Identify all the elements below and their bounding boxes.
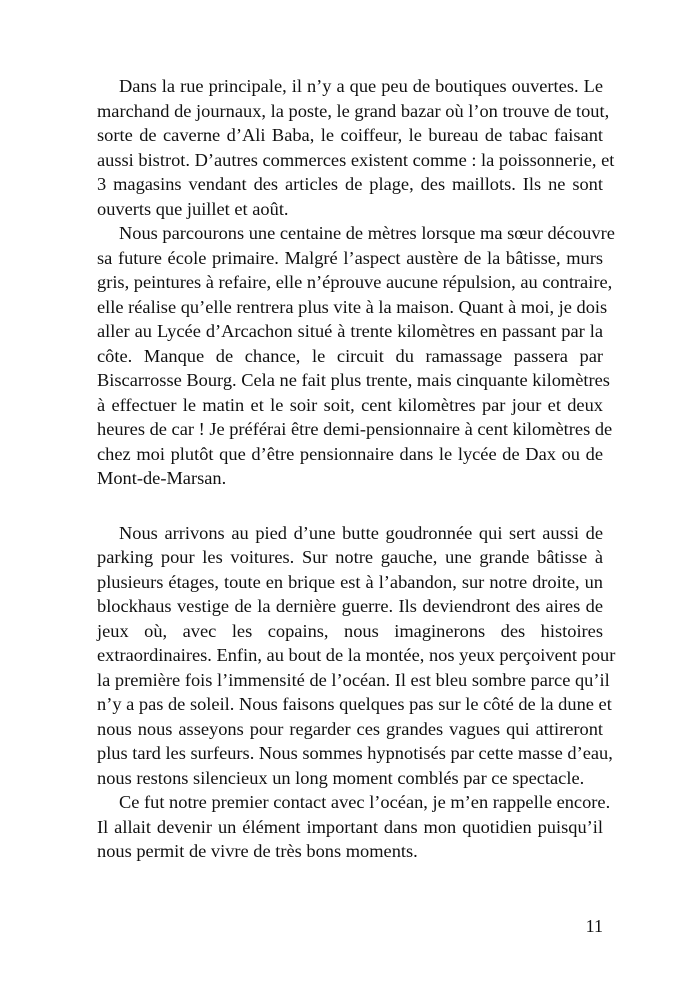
paragraph bbox=[97, 74, 615, 221]
paragraph-gap bbox=[97, 491, 603, 521]
text-line: Ce fut notre premier contact avec l’océan, je m’en rappelle encore. bbox=[119, 792, 611, 812]
text-line: extraordinaires. Enfin, au bout de la montée, nos yeux perçoivent pour bbox=[97, 645, 616, 665]
text-line: sa future école primaire. Malgré l’aspect austère de la bâtisse, murs bbox=[97, 247, 603, 268]
text-line: côte. Manque de chance, le circuit du ramassage passera par bbox=[97, 345, 603, 366]
text-line: à effectuer le matin et le soir soit, cent kilomètres par jour et deux bbox=[97, 394, 603, 415]
text-line: Nous parcourons une centaine de mètres lorsque ma sœur découvre bbox=[119, 223, 615, 243]
text-line: parking pour les voitures. Sur notre gauche, une grande bâtisse à bbox=[97, 547, 603, 567]
text-line: Dans la rue principale, il n’y a que peu de boutiques ouvertes. Le bbox=[119, 76, 603, 96]
text-line: sorte de caverne d’Ali Baba, le coiffeur, le bureau de tabac faisant bbox=[97, 125, 603, 145]
text-line: heures de car ! Je préférai être demi-pensionnaire à cent kilomètres de bbox=[97, 419, 613, 439]
text-line: elle réalise qu’elle rentrera plus vite à la maison. Quant à moi, je dois bbox=[97, 296, 608, 317]
text-line: chez moi plutôt que d’être pensionnaire dans le lycée de Dax ou de bbox=[97, 443, 603, 464]
text-line: jeux où, avec les copains, nous imaginerons des histoires bbox=[97, 620, 603, 641]
text-line: nous nous asseyons pour regarder ces grandes vagues qui attireront bbox=[97, 718, 603, 739]
text-line: la première fois l’immensité de l’océan. Il est bleu sombre parce qu’il bbox=[97, 669, 610, 690]
paragraph bbox=[97, 521, 616, 791]
text-line: Il allait devenir un élément important dans mon quotidien puisqu’il bbox=[97, 816, 603, 837]
text-line: ouverts que juillet et août. bbox=[97, 198, 289, 219]
text-line: 3 magasins vendant des articles de plage, des maillots. Ils ne sont bbox=[97, 174, 603, 194]
paragraph bbox=[97, 790, 611, 864]
text-line: aller au Lycée d’Arcachon situé à trente kilomètres en passant par la bbox=[97, 321, 603, 341]
paragraph bbox=[97, 221, 615, 491]
text-line: aussi bistrot. D’autres commerces existent comme : la poissonnerie, et bbox=[97, 149, 615, 170]
text-line: gris, peintures à refaire, elle n’éprouve aucune répulsion, au contraire, bbox=[97, 272, 613, 292]
page-body bbox=[97, 74, 616, 864]
text-line: n’y a pas de soleil. Nous faisons quelques pas sur le côté de la dune et bbox=[97, 694, 612, 714]
text-line: nous permit de vivre de très bons moments. bbox=[97, 841, 418, 861]
text-line: Mont-de-Marsan. bbox=[97, 468, 227, 488]
text-line: plus tard les surfeurs. Nous sommes hypnotisés par cette masse d’eau, bbox=[97, 743, 613, 763]
text-line: plusieurs étages, toute en brique est à l’abandon, sur notre droite, un bbox=[97, 571, 603, 592]
text-line: Nous arrivons au pied d’une butte goudronnée qui sert aussi de bbox=[119, 522, 603, 543]
text-line: blockhaus vestige de la dernière guerre. Ils deviendront des aires de bbox=[97, 596, 603, 616]
text-line: marchand de journaux, la poste, le grand bazar où l’on trouve de tout, bbox=[97, 100, 610, 121]
text-line: nous restons silencieux un long moment comblés par ce spectacle. bbox=[97, 767, 585, 788]
page-number: 11 bbox=[585, 916, 603, 936]
text-line: Biscarrosse Bourg. Cela ne fait plus trente, mais cinquante kilomètres bbox=[97, 370, 610, 390]
